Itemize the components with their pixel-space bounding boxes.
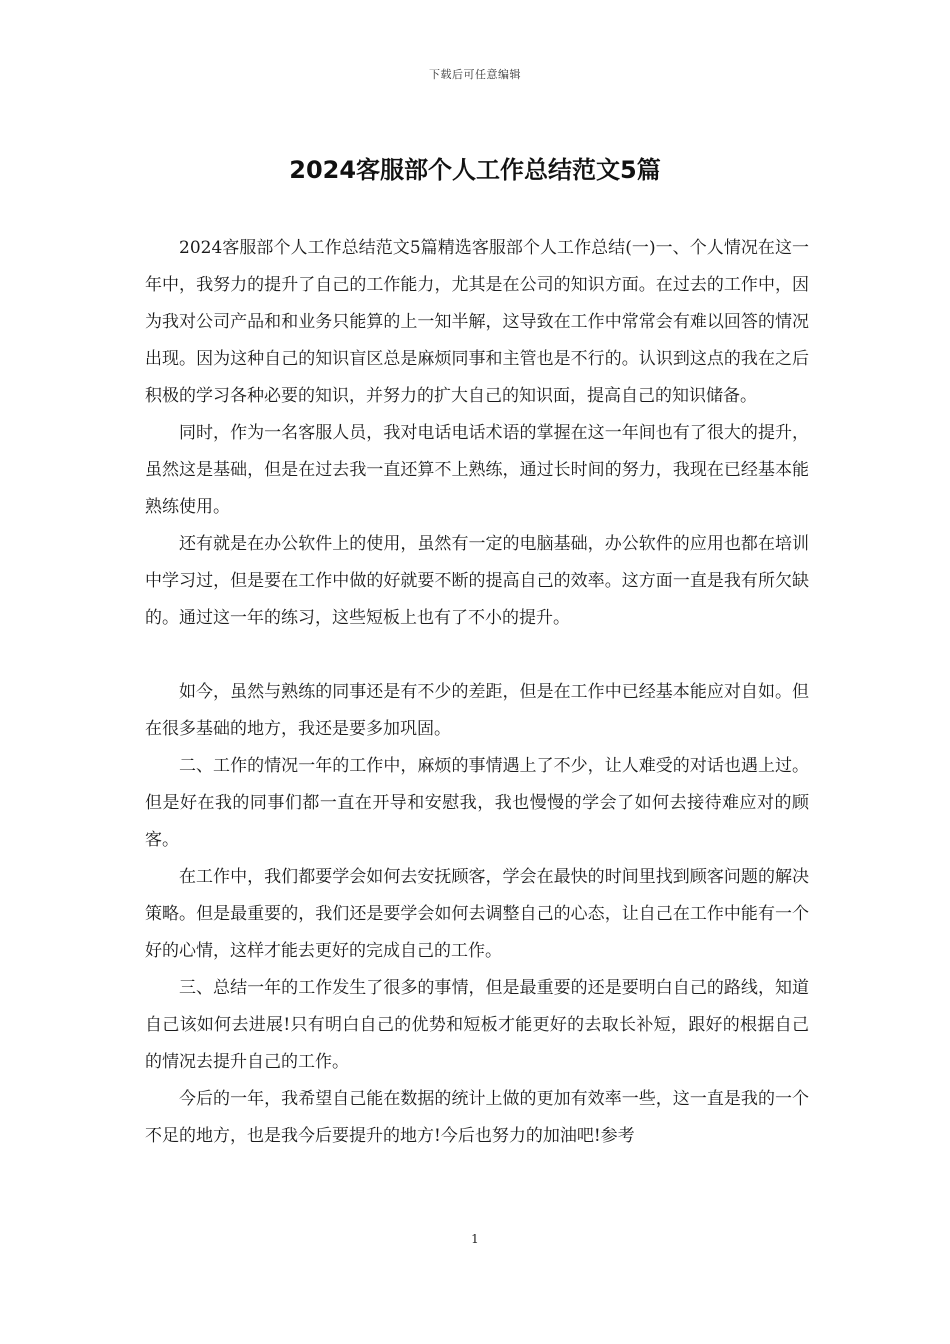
document-body [145, 230, 809, 1155]
body-paragraph-6: 在工作中，我们都要学会如何去安抚顾客，学会在最快的时间里找到顾客问题的解决策略。但是最重要的，我们还是要学会如何去调整自己的心态，让自己在工作中能有一个好的心情，这样才能去更好的完成自己的工作。 [145, 867, 809, 961]
body-paragraph-3: 还有就是在办公软件上的使用，虽然有一定的电脑基础，办公软件的应用也都在培训中学习过，但是要在工作中做的好就要不断的提高自己的效率。这方面一直是我有所欠缺的。通过这一年的练习，这些短板上也有了不小的提升。 [145, 534, 809, 628]
body-paragraph-1: 2024客服部个人工作总结范文5篇精选客服部个人工作总结(一)一、个人情况在这一年中，我努力的提升了自己的工作能力，尤其是在公司的知识方面。在过去的工作中，因为我对公司产品和和业务只能算的上一知半解，这导致在工作中常常会有难以回答的情况出现。因为这种自己的知识盲区总是麻烦同事和主管也是不行的。认识到这点的我在之后积极的学习各种必要的知识，并努力的扩大自己的知识面，提高自己的知识储备。 [145, 238, 809, 406]
body-paragraph-4: 如今，虽然与熟练的同事还是有不少的差距，但是在工作中已经基本能应对自如。但在很多基础的地方，我还是要多加巩固。 [145, 682, 809, 739]
body-paragraph-5: 二、工作的情况一年的工作中，麻烦的事情遇上了不少，让人难受的对话也遇上过。但是好在我的同事们都一直在开导和安慰我，我也慢慢的学会了如何去接待难应对的顾客。 [145, 756, 809, 850]
body-paragraph-2: 同时，作为一名客服人员，我对电话电话术语的掌握在这一年间也有了很大的提升，虽然这是基础，但是在过去我一直还算不上熟练，通过长时间的努力，我现在已经基本能熟练使用。 [145, 423, 809, 517]
page-header-note: 下载后可任意编辑 [429, 68, 521, 81]
body-paragraph-8: 今后的一年，我希望自己能在数据的统计上做的更加有效率一些，这一直是我的一个不足的地方，也是我今后要提升的地方!今后也努力的加油吧!参考 [145, 1089, 809, 1146]
document-title: 2024客服部个人工作总结范文5篇 [289, 156, 661, 184]
page-number: 1 [471, 1232, 479, 1246]
body-paragraph-7: 三、总结一年的工作发生了很多的事情，但是最重要的还是要明白自己的路线，知道自己该如何去进展!只有明白自己的优势和短板才能更好的去取长补短，跟好的根据自己的情况去提升自己的工作。 [145, 978, 809, 1072]
